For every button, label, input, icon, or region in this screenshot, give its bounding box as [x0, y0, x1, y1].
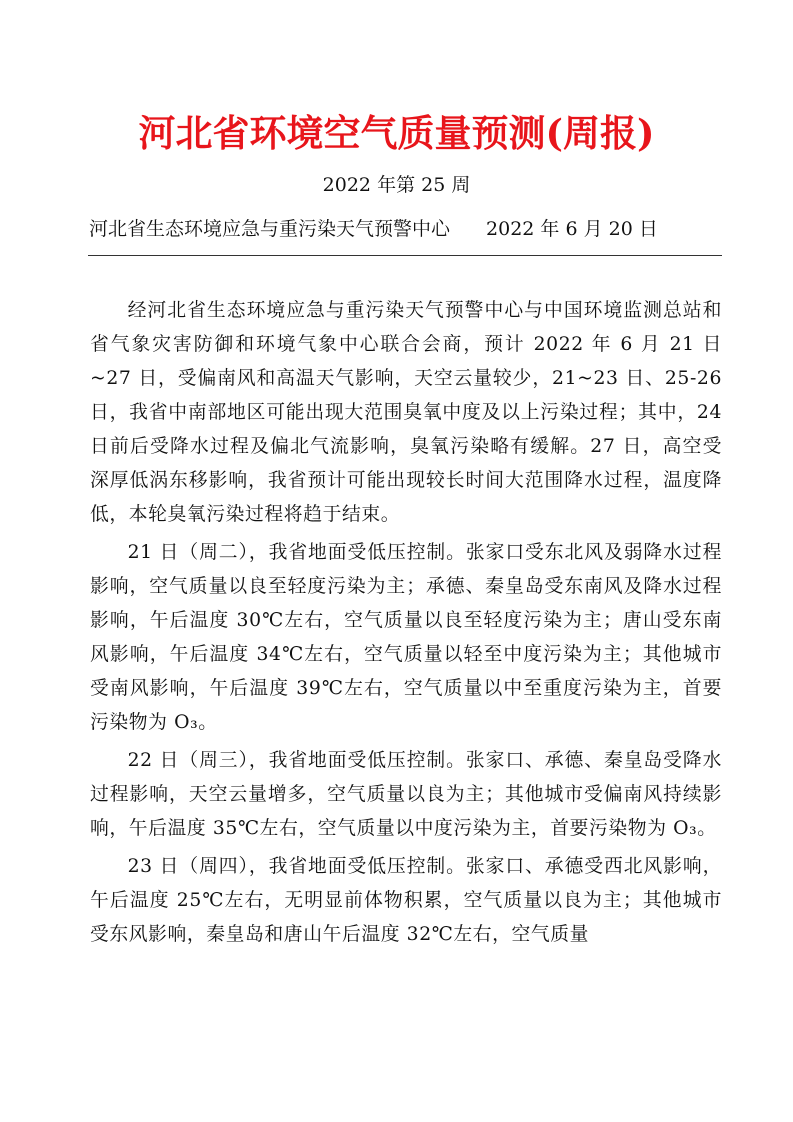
document-body	[90, 294, 722, 956]
issuer-line	[89, 214, 722, 244]
issue-number: 2022 年第 25 周	[322, 174, 471, 196]
paragraph-day-21: 21 日（周二），我省地面受低压控制。张家口受东北风及弱降水过程影响，空气质量以良至轻度污染为主；承德、秦皇岛受东南风及降水过程影响，午后温度 30℃左右，空气质量以良至轻度污染为主；唐山受东南风影响，午后温度 34℃左右，空气质量以轻至中度污染为主；其他城市受南风影响，午后温度 39℃左右，空气质量以中至重度污染为主，首要污染物为 O₃。	[90, 542, 722, 733]
issue-date: 2022 年 6 月 20 日	[486, 218, 658, 240]
document-title: 河北省环境空气质量预测(周报)	[138, 111, 655, 155]
paragraph-day-23: 23 日（周四），我省地面受低压控制。张家口、承德受西北风影响，午后温度 25℃左右，无明显前体物积累，空气质量以良为主；其他城市受东风影响，秦皇岛和唐山午后温度 32℃左右，空气质量	[90, 856, 722, 945]
header-divider	[88, 255, 722, 256]
issuer-name: 河北省生态环境应急与重污染天气预警中心	[89, 218, 451, 240]
paragraph-summary: 经河北省生态环境应急与重污染天气预警中心与中国环境监测总站和省气象灾害防御和环境气象中心联合会商，预计 2022 年 6 月 21 日~27 日，受偏南风和高温天气影响，天空云量较少，21~23 日、25-26 日，我省中南部地区可能出现大范围臭氧中度及以上污染过程；其中，24 日前后受降水过程及偏北气流影响，臭氧污染略有缓解。27 日，高空受深厚低涡东移影响，我省预计可能出现较长时间大范围降水过程，温度降低，本轮臭氧污染过程将趋于结束。	[90, 300, 722, 525]
paragraph-day-22: 22 日（周三），我省地面受低压控制。张家口、承德、秦皇岛受降水过程影响，天空云量增多，空气质量以良为主；其他城市受偏南风持续影响，午后温度 35℃左右，空气质量以中度污染为主，首要污染物为 O₃。	[90, 750, 722, 839]
